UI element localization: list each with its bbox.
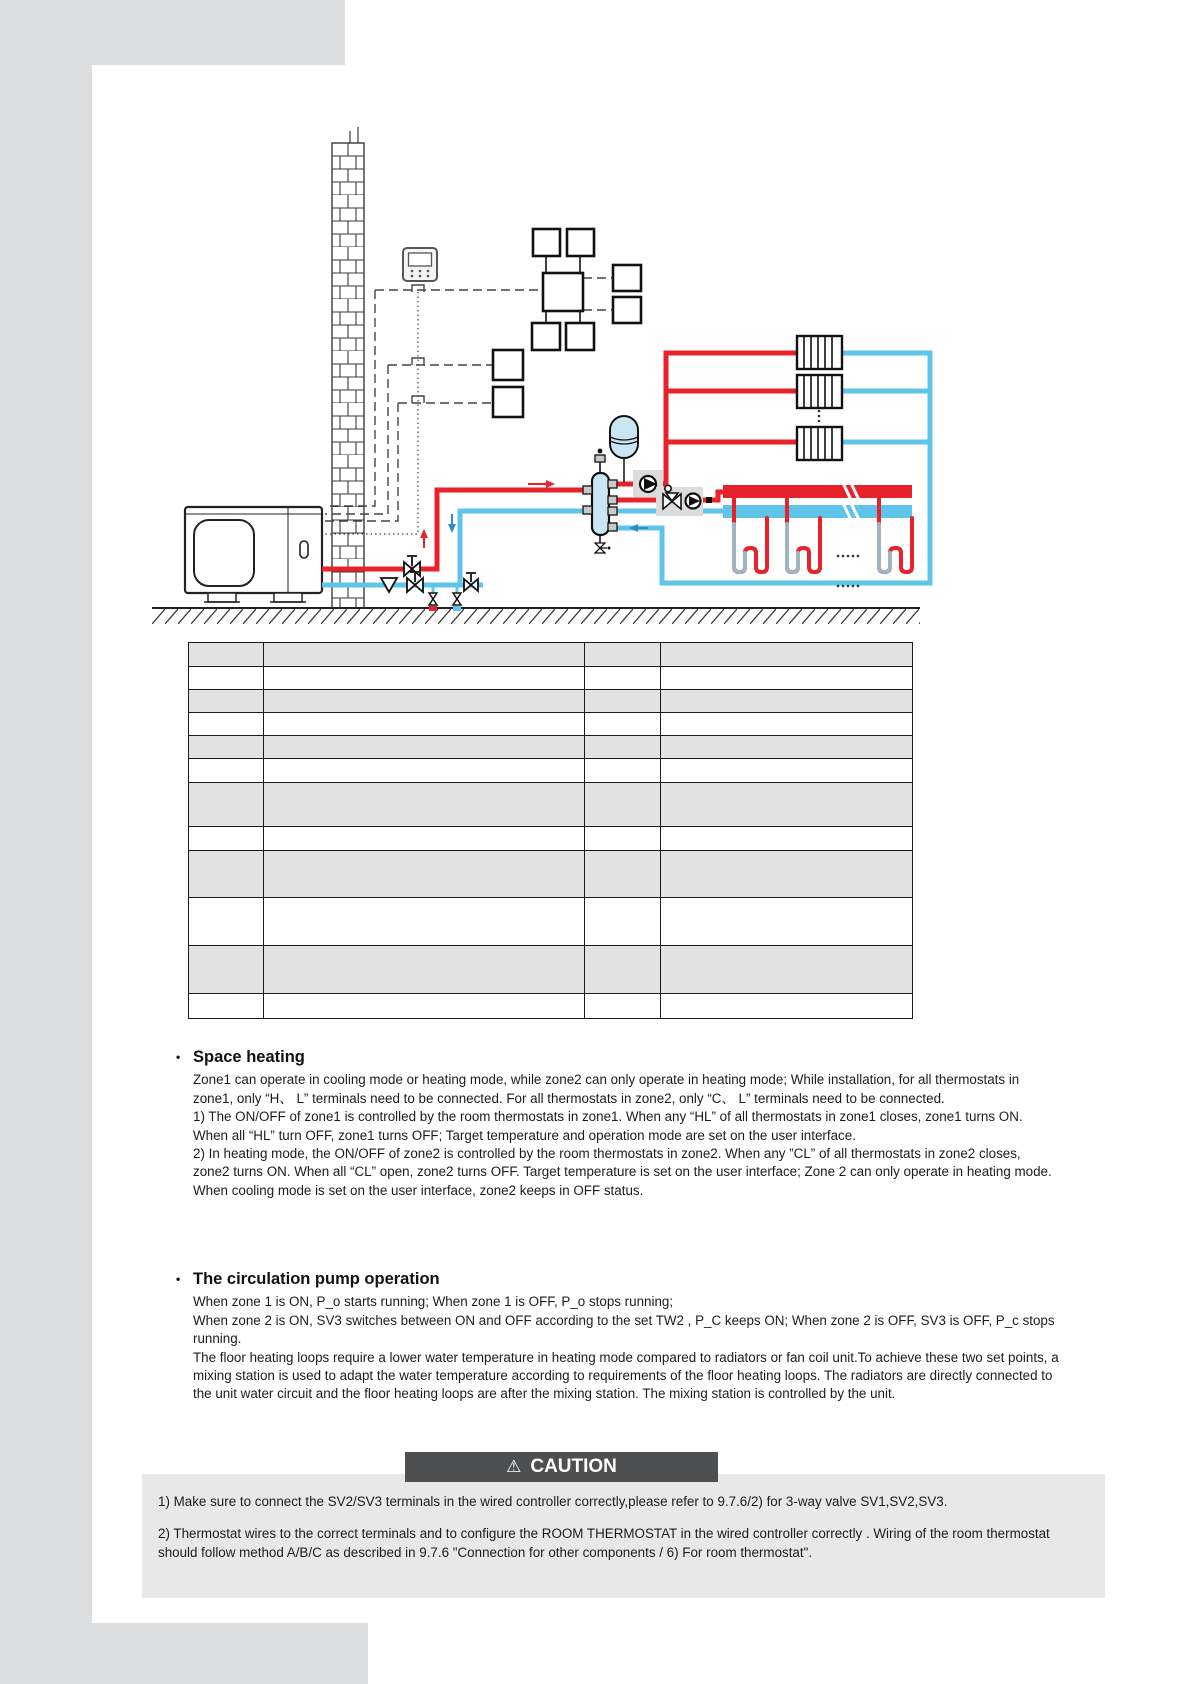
bullet: • xyxy=(176,1050,181,1064)
table-row xyxy=(189,946,913,994)
hydraulic-separator xyxy=(583,449,617,553)
paragraph: When zone 2 is ON, SV3 switches between ON and OFF according to the set TW2 , P_C keeps ON; When zone 2 is OFF, SV3 is OFF, P_c stops running. xyxy=(193,1312,1055,1347)
air-vent xyxy=(595,449,605,473)
wire-junctions xyxy=(412,285,424,403)
table-row xyxy=(189,827,913,851)
section-space-heating xyxy=(176,1048,1054,1200)
signal-wires xyxy=(325,278,613,521)
table-row xyxy=(189,690,913,713)
return-manifold xyxy=(723,505,912,518)
paragraph: The floor heating loops require a lower water temperature in heating mode compared to radiators or fan coil unit.To achieve these two set points, a mixing station is used to adapt the water temperature according to requirements of the floor heating loops. The radiators are directly connected to the unit water circuit and the floor heating loops are after the mixing station. The mixing station is controlled by the unit. xyxy=(193,1349,1059,1402)
page-margin-top-left xyxy=(0,0,345,65)
bullet: • xyxy=(176,1272,181,1286)
floor-heating-loops xyxy=(734,492,912,572)
table-row xyxy=(189,783,913,827)
hot-water-pipes xyxy=(322,353,797,569)
table-row xyxy=(189,759,913,783)
table-row xyxy=(189,667,913,690)
temperature-sensor xyxy=(706,497,712,503)
caution-title: CAUTION xyxy=(530,1456,617,1477)
caution-header xyxy=(405,1452,718,1482)
paragraph: 1) The ON/OFF of zone1 is controlled by the room thermostats in zone1. When any “HL” of all thermostats in zone1 closes, zone1 turns ON. When all “HL” turn OFF, zone1 turns OFF; Target temperature and operation mode are set on the user interface. xyxy=(193,1109,1023,1143)
legend-table xyxy=(188,642,913,1019)
unit-feet xyxy=(208,593,302,602)
room-thermostats xyxy=(493,229,641,417)
piping-diagram xyxy=(0,120,1191,665)
paragraph: When zone 1 is ON, P_o starts running; When zone 1 is OFF, P_o stops running; xyxy=(193,1294,674,1310)
fan-grille xyxy=(194,520,254,586)
separator-drain xyxy=(595,535,611,553)
controller-screen xyxy=(409,253,432,266)
handle-slot xyxy=(300,541,308,558)
paragraph: Zone1 can operate in cooling mode or heating mode, while zone2 can only operate in heating mode; While installation, for all thermostats in zone1, only “H、 L” terminals need to be connected. For all thermostats in zone2, only “C、 L” terminals need to be connected. xyxy=(193,1072,1020,1106)
wired-controller xyxy=(403,248,437,281)
warning-icon: ⚠ xyxy=(506,1457,522,1476)
page-margin-bottom-left xyxy=(92,1623,368,1684)
table-row xyxy=(189,736,913,759)
thermostat-hub xyxy=(543,273,583,311)
radiators xyxy=(797,336,842,460)
section-heading: • The circulation pump operation xyxy=(176,1270,440,1288)
paragraph: 2) In heating mode, the ON/OFF of zone2 is controlled by the room thermostats in zone2. When any ”CL” of all thermostats in zone2 closes, zone2 turns ON. When all “CL” open, zone2 turns OFF. Target temperature is set on the user interface; Zone 2 can only operate in heating mode. When cooling mode is set on the user interface, zone2 keeps in OFF status. xyxy=(193,1146,1052,1198)
brick-wall xyxy=(332,127,364,608)
table-row xyxy=(189,851,913,898)
caution-paragraph: 2) Thermostat wires to the correct terminals and to configure the ROOM THERMOSTAT in the wired controller correctly . Wiring of the room thermostat should follow method A/B/C as described in 9.7.6 "Connection for other components / 6) For room thermostat". xyxy=(158,1526,1050,1560)
table-row xyxy=(189,898,913,946)
section-circulation-pump xyxy=(176,1270,1068,1404)
heat-pump-outdoor-unit xyxy=(185,507,322,602)
caution-box xyxy=(142,1474,1105,1598)
section-heading: • Space heating xyxy=(176,1048,305,1066)
table-row xyxy=(189,994,913,1019)
caution-paragraph: 1) Make sure to connect the SV2/SV3 terminals in the wired controller correctly,please refer to 9.7.6/2) for 3-way valve SV1,SV2,SV3. xyxy=(158,1494,948,1509)
table-row xyxy=(189,713,913,736)
supply-manifold xyxy=(723,485,912,498)
table-row xyxy=(189,643,913,667)
ground-line xyxy=(152,608,920,624)
